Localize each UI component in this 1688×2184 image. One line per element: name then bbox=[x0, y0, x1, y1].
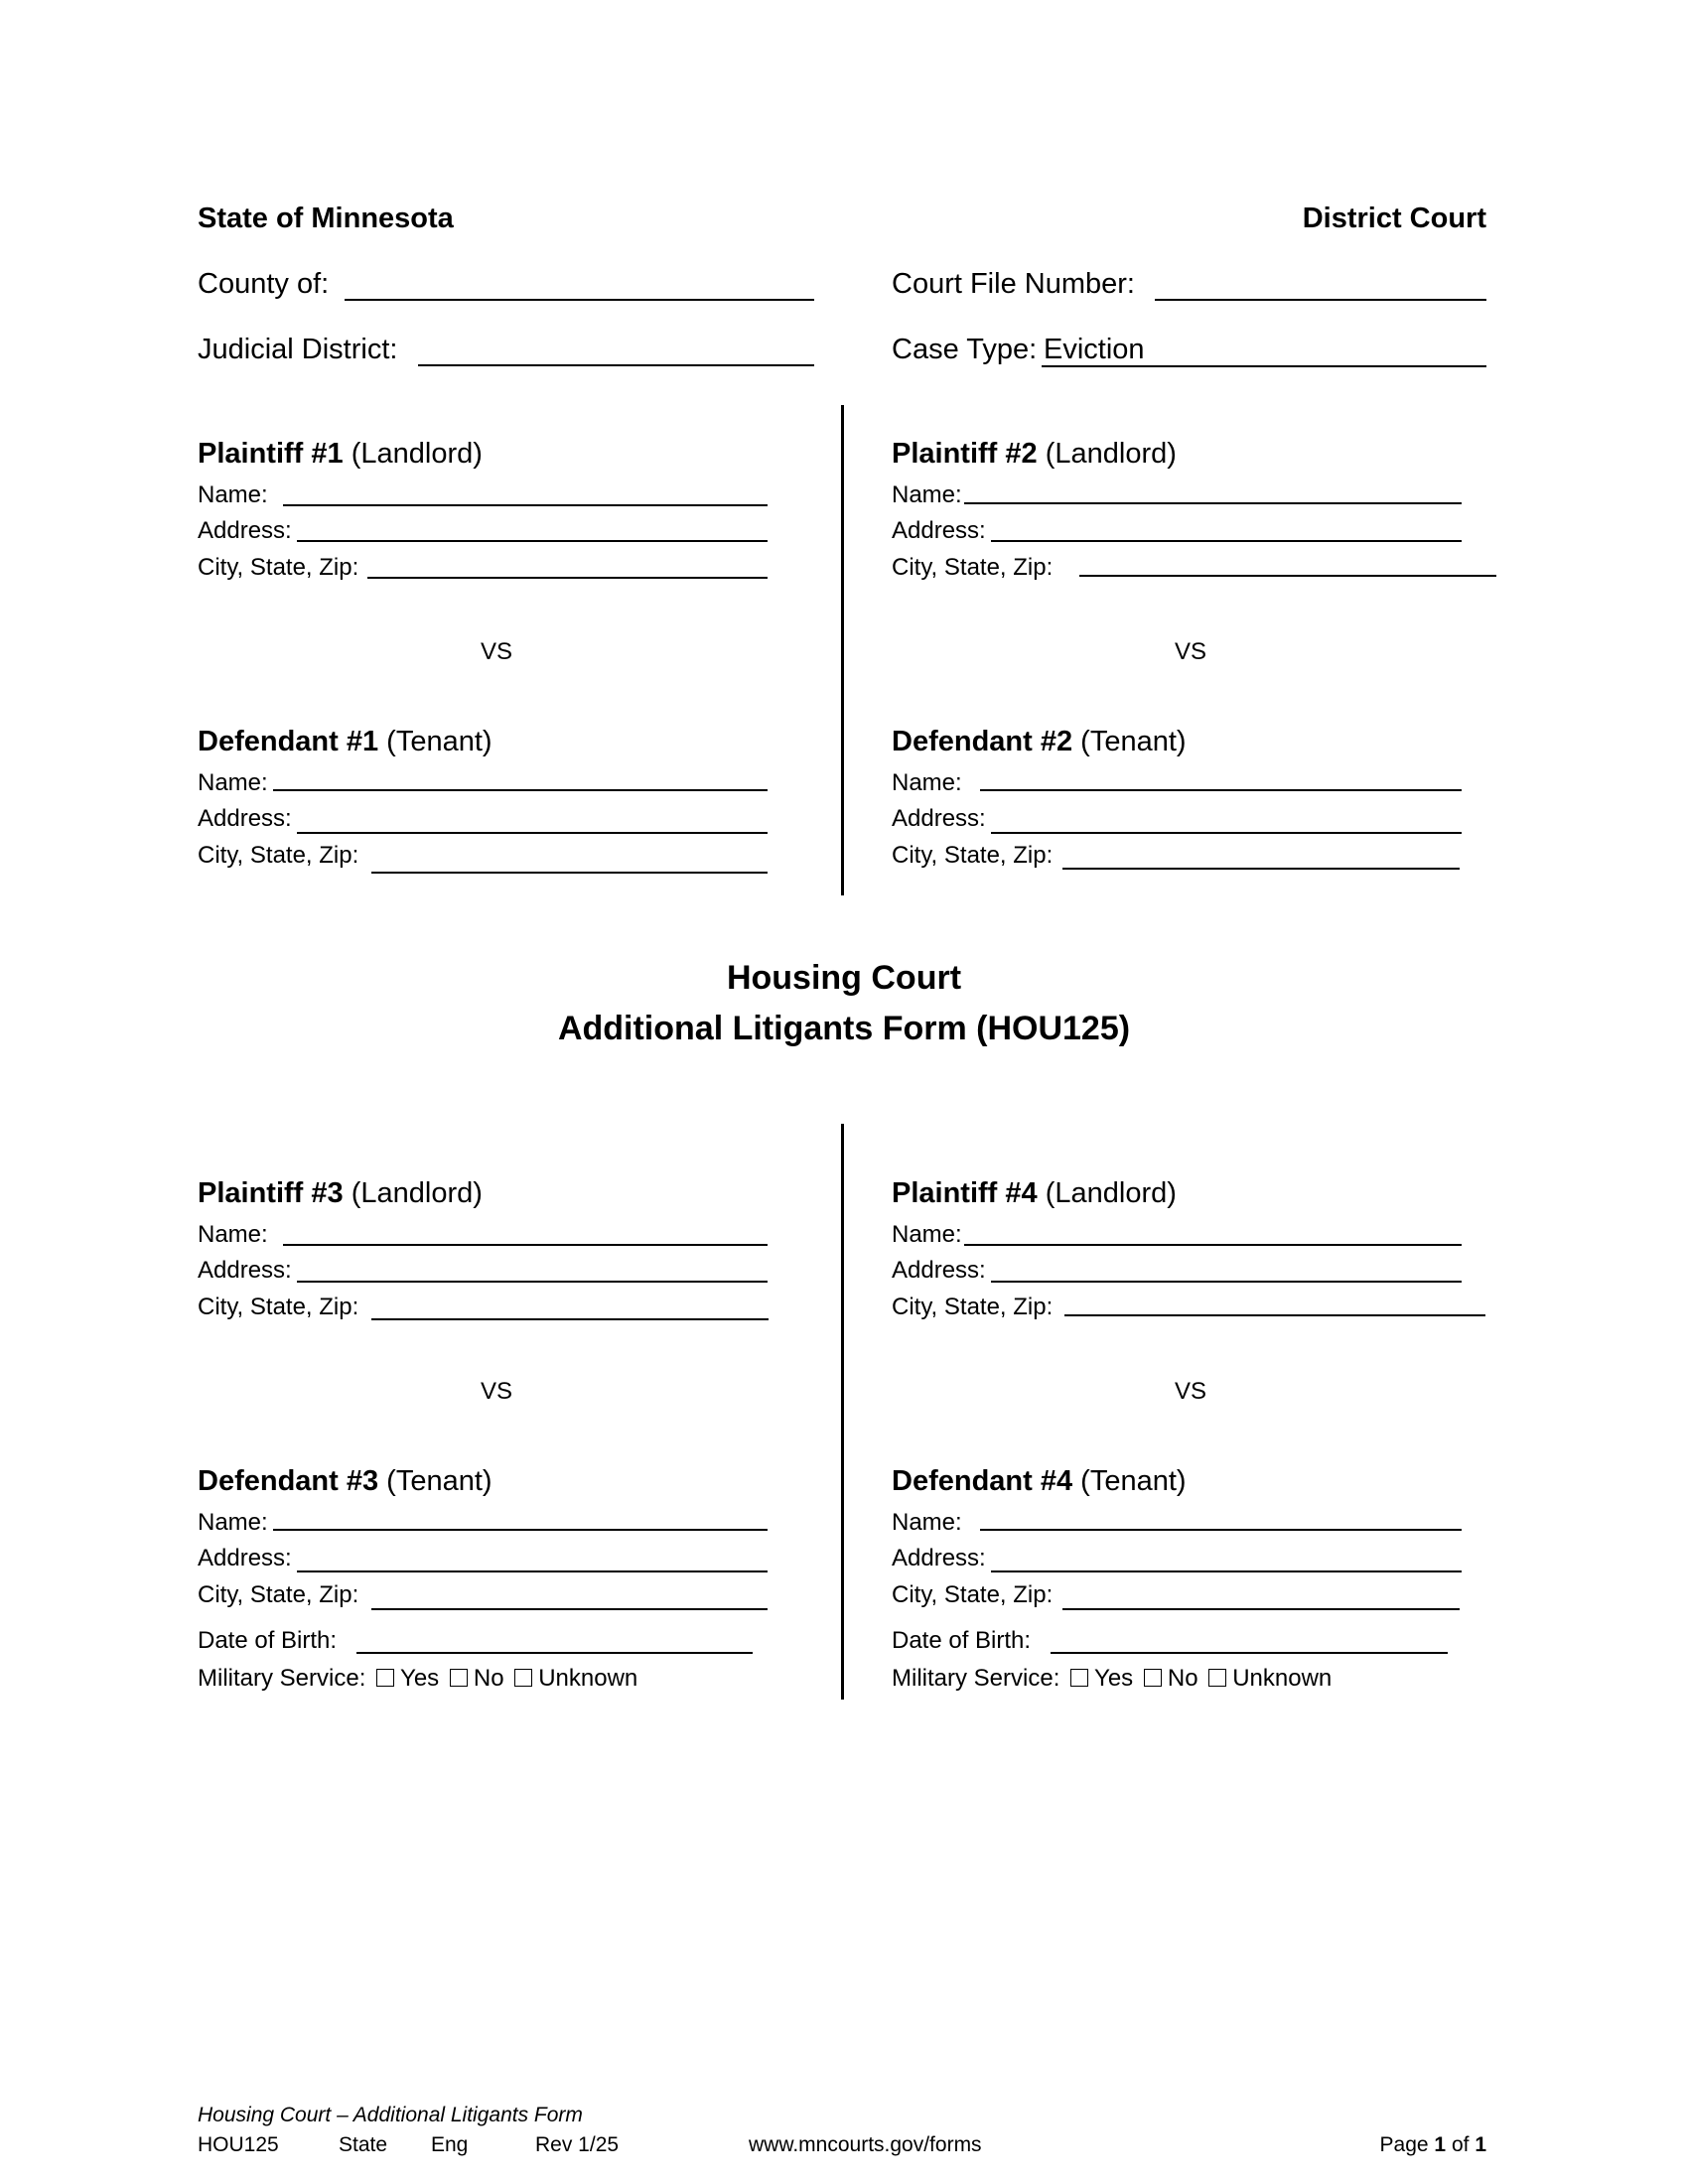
defendant-4-dob-field[interactable] bbox=[1051, 1652, 1448, 1654]
plaintiff-1-address-field[interactable] bbox=[297, 540, 768, 542]
plaintiff-3-name-label: Name: bbox=[198, 1221, 268, 1248]
defendant-1-name-label: Name: bbox=[198, 769, 268, 796]
checkbox-icon bbox=[1070, 1669, 1088, 1687]
upper-column-divider bbox=[841, 405, 844, 895]
plaintiff-2-name-field[interactable] bbox=[964, 502, 1462, 504]
plaintiff-2-city-label: City, State, Zip: bbox=[892, 554, 1054, 581]
plaintiff-4-address-label: Address: bbox=[892, 1257, 986, 1284]
defendant-3-address-label: Address: bbox=[198, 1545, 292, 1571]
defendant-3-dob-field[interactable] bbox=[356, 1652, 753, 1654]
plaintiff-4-city-field[interactable] bbox=[1064, 1314, 1485, 1316]
defendant-2-address-field[interactable] bbox=[991, 832, 1462, 834]
plaintiff-3-name-field[interactable] bbox=[283, 1244, 768, 1246]
plaintiff-2-address-field[interactable] bbox=[991, 540, 1462, 542]
plaintiff-1-address-label: Address: bbox=[198, 517, 292, 544]
vs-3: VS bbox=[481, 1378, 513, 1405]
defendant-4-name-label: Name: bbox=[892, 1509, 962, 1536]
plaintiff-4-address-field[interactable] bbox=[991, 1281, 1462, 1283]
defendant-1-city-label: City, State, Zip: bbox=[198, 842, 359, 869]
defendant-4-address-label: Address: bbox=[892, 1545, 986, 1571]
plaintiff-2-heading: Plaintiff #2 (Landlord) bbox=[892, 438, 1177, 470]
court-file-number-label: Court File Number: bbox=[892, 268, 1135, 300]
defendant-3-military-row bbox=[198, 1665, 637, 1693]
plaintiff-3-city-label: City, State, Zip: bbox=[198, 1294, 359, 1320]
state-name: State of Minnesota bbox=[198, 203, 454, 234]
plaintiff-4-name-label: Name: bbox=[892, 1221, 962, 1248]
defendant-4-military-yes[interactable]: Yes bbox=[1066, 1665, 1133, 1693]
defendant-2-name-label: Name: bbox=[892, 769, 962, 796]
footer-form-name: Housing Court – Additional Litigants Form bbox=[198, 2104, 583, 2126]
footer-language: Eng bbox=[431, 2133, 469, 2156]
plaintiff-3-heading: Plaintiff #3 (Landlord) bbox=[198, 1177, 483, 1209]
defendant-2-address-label: Address: bbox=[892, 805, 986, 832]
plaintiff-3-address-label: Address: bbox=[198, 1257, 292, 1284]
defendant-1-address-label: Address: bbox=[198, 805, 292, 832]
plaintiff-4-heading: Plaintiff #4 (Landlord) bbox=[892, 1177, 1177, 1209]
defendant-3-dob-label: Date of Birth: bbox=[198, 1627, 338, 1654]
defendant-3-heading: Defendant #3 (Tenant) bbox=[198, 1465, 492, 1497]
court-name: District Court bbox=[1302, 203, 1486, 234]
county-field[interactable] bbox=[345, 299, 814, 301]
form-title-line-2: Additional Litigants Form (HOU125) bbox=[557, 1010, 1131, 1047]
defendant-4-military-label: Military Service: bbox=[892, 1665, 1060, 1692]
judicial-district-field[interactable] bbox=[418, 364, 814, 366]
defendant-4-military-unknown[interactable]: Unknown bbox=[1204, 1665, 1332, 1693]
checkbox-icon bbox=[376, 1669, 394, 1687]
plaintiff-2-city-field[interactable] bbox=[1079, 575, 1496, 577]
case-type-field[interactable] bbox=[1042, 365, 1486, 367]
defendant-2-city-field[interactable] bbox=[1062, 868, 1460, 870]
case-type-value: Eviction bbox=[1044, 334, 1145, 365]
defendant-1-address-field[interactable] bbox=[297, 832, 768, 834]
plaintiff-2-address-label: Address: bbox=[892, 517, 986, 544]
defendant-4-military-row bbox=[892, 1665, 1332, 1693]
defendant-3-military-label: Military Service: bbox=[198, 1665, 366, 1692]
footer-url[interactable]: www.mncourts.gov/forms bbox=[749, 2133, 982, 2156]
form-title-line-1: Housing Court bbox=[726, 959, 962, 997]
defendant-2-name-field[interactable] bbox=[980, 789, 1462, 791]
defendant-2-heading: Defendant #2 (Tenant) bbox=[892, 726, 1187, 757]
footer-page-number: Page 1 of 1 bbox=[1379, 2133, 1486, 2156]
defendant-4-city-field[interactable] bbox=[1062, 1608, 1460, 1610]
defendant-3-address-field[interactable] bbox=[297, 1570, 768, 1572]
case-type-label: Case Type: bbox=[892, 334, 1038, 365]
vs-4: VS bbox=[1175, 1378, 1207, 1405]
lower-column-divider bbox=[841, 1124, 844, 1700]
defendant-4-name-field[interactable] bbox=[980, 1529, 1462, 1531]
plaintiff-3-address-field[interactable] bbox=[297, 1281, 768, 1283]
defendant-1-city-field[interactable] bbox=[371, 872, 768, 874]
plaintiff-1-heading: Plaintiff #1 (Landlord) bbox=[198, 438, 483, 470]
defendant-4-address-field[interactable] bbox=[991, 1570, 1462, 1572]
defendant-1-name-field[interactable] bbox=[273, 789, 768, 791]
defendant-3-military-yes[interactable]: Yes bbox=[372, 1665, 439, 1693]
defendant-2-city-label: City, State, Zip: bbox=[892, 842, 1054, 869]
vs-1: VS bbox=[481, 638, 513, 665]
vs-2: VS bbox=[1175, 638, 1207, 665]
footer-code: HOU125 bbox=[198, 2133, 279, 2156]
plaintiff-3-city-field[interactable] bbox=[371, 1318, 769, 1320]
defendant-4-city-label: City, State, Zip: bbox=[892, 1581, 1054, 1608]
defendant-3-name-field[interactable] bbox=[273, 1529, 768, 1531]
plaintiff-1-name-field[interactable] bbox=[283, 504, 768, 506]
checkbox-icon bbox=[450, 1669, 468, 1687]
defendant-1-heading: Defendant #1 (Tenant) bbox=[198, 726, 492, 757]
defendant-4-dob-label: Date of Birth: bbox=[892, 1627, 1032, 1654]
plaintiff-1-name-label: Name: bbox=[198, 481, 268, 508]
defendant-3-city-label: City, State, Zip: bbox=[198, 1581, 359, 1608]
defendant-3-name-label: Name: bbox=[198, 1509, 268, 1536]
plaintiff-1-city-field[interactable] bbox=[367, 577, 768, 579]
checkbox-icon bbox=[1144, 1669, 1162, 1687]
checkbox-icon bbox=[514, 1669, 532, 1687]
footer-revision: Rev 1/25 bbox=[535, 2133, 620, 2156]
defendant-3-military-no[interactable]: No bbox=[446, 1665, 504, 1693]
plaintiff-4-city-label: City, State, Zip: bbox=[892, 1294, 1054, 1320]
plaintiff-4-name-field[interactable] bbox=[964, 1244, 1462, 1246]
county-label: County of: bbox=[198, 268, 330, 300]
defendant-3-city-field[interactable] bbox=[371, 1608, 768, 1610]
judicial-district-label: Judicial District: bbox=[198, 334, 398, 365]
plaintiff-2-name-label: Name: bbox=[892, 481, 962, 508]
court-file-number-field[interactable] bbox=[1155, 299, 1486, 301]
defendant-3-military-unknown[interactable]: Unknown bbox=[510, 1665, 637, 1693]
footer-scope: State bbox=[339, 2133, 388, 2156]
defendant-4-military-no[interactable]: No bbox=[1140, 1665, 1198, 1693]
plaintiff-1-city-label: City, State, Zip: bbox=[198, 554, 359, 581]
defendant-4-heading: Defendant #4 (Tenant) bbox=[892, 1465, 1187, 1497]
checkbox-icon bbox=[1208, 1669, 1226, 1687]
